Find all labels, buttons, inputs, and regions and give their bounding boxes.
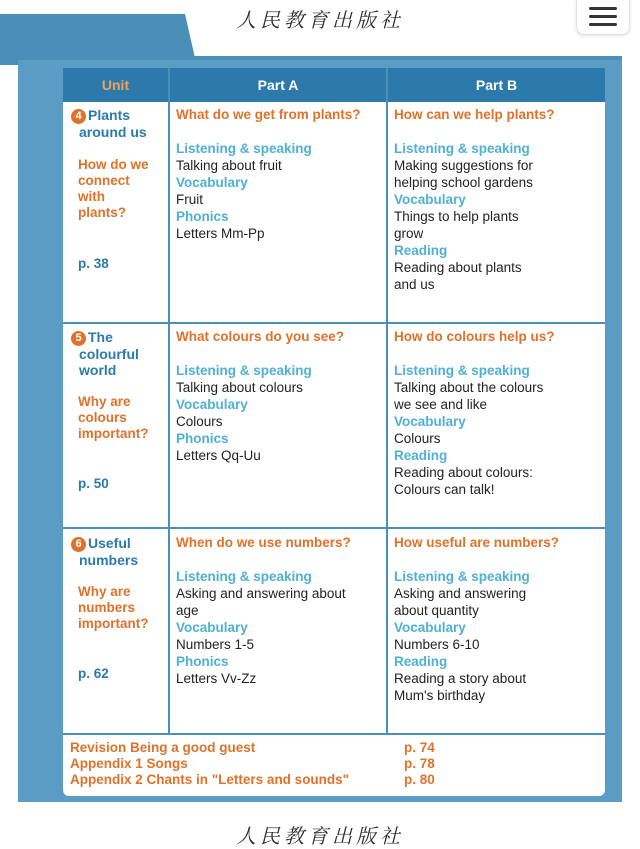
part-b-body bbox=[394, 568, 602, 704]
part-a-phonics-label: Phonics bbox=[176, 209, 229, 224]
part-b-reading-text: Colours can talk! bbox=[394, 482, 495, 497]
revision-label[interactable]: Revision Being a good guest bbox=[70, 740, 256, 755]
part-b-listening-text: about quantity bbox=[394, 603, 479, 618]
part-a-vocabulary-text: Fruit bbox=[176, 192, 203, 207]
appendix-1-page: p. 78 bbox=[404, 756, 435, 771]
part-b-vocabulary-text: Things to help plants bbox=[394, 209, 519, 224]
part-b-vocabulary-label: Vocabulary bbox=[394, 192, 466, 207]
grid-line bbox=[168, 68, 170, 733]
part-b-listening-text: Talking about the colours bbox=[394, 380, 544, 395]
appendix-1-label[interactable]: Appendix 1 Songs bbox=[70, 756, 188, 771]
hamburger-menu-icon-bar bbox=[589, 15, 617, 18]
header-part-b: Part B bbox=[388, 68, 605, 102]
part-b-listening-label: Listening & speaking bbox=[394, 569, 530, 584]
grid-line bbox=[63, 527, 605, 529]
unit-question-line: Why are bbox=[78, 394, 131, 409]
grid-line bbox=[63, 322, 605, 324]
unit-number-badge: 4 bbox=[71, 109, 86, 124]
part-a-listening-text: age bbox=[176, 603, 199, 618]
header-part-a: Part A bbox=[170, 68, 386, 102]
part-a-vocabulary-label: Vocabulary bbox=[176, 175, 248, 190]
unit-title bbox=[71, 107, 166, 140]
part-b-vocabulary-text: Colours bbox=[394, 431, 441, 446]
unit-question bbox=[71, 157, 166, 221]
unit-title-line: colourful bbox=[79, 346, 139, 362]
unit-title-line: world bbox=[79, 362, 117, 378]
part-b-reading-text: and us bbox=[394, 277, 435, 292]
part-b-listening-text: Asking and answering bbox=[394, 586, 527, 601]
unit-cell[interactable] bbox=[71, 107, 166, 221]
part-b-reading-label: Reading bbox=[394, 654, 448, 669]
part-a-listening-text: Talking about colours bbox=[176, 380, 303, 395]
header-stripe bbox=[0, 14, 195, 58]
part-a-cell bbox=[176, 328, 384, 464]
unit-question-line: colours bbox=[78, 410, 127, 425]
part-b-question[interactable]: How do colours help us? bbox=[394, 329, 555, 344]
part-a-vocabulary-label: Vocabulary bbox=[176, 620, 248, 635]
part-b-question[interactable]: How useful are numbers? bbox=[394, 535, 560, 550]
part-a-vocabulary-text: Colours bbox=[176, 414, 223, 429]
part-b-vocabulary-text: Numbers 6-10 bbox=[394, 637, 480, 652]
unit-question-line: numbers bbox=[78, 600, 136, 615]
part-a-phonics-text: Letters Mm-Pp bbox=[176, 226, 265, 241]
unit-title-line: Useful bbox=[88, 535, 131, 551]
publisher-logo-bottom: 人民教育出版社 bbox=[236, 824, 404, 848]
appendix-2-label[interactable]: Appendix 2 Chants in "Letters and sounds" bbox=[70, 772, 350, 787]
part-a-vocabulary-text: Numbers 1-5 bbox=[176, 637, 255, 652]
part-b-reading-label: Reading bbox=[394, 243, 448, 258]
part-a-listening-text: Talking about fruit bbox=[176, 158, 282, 173]
unit-page: p. 50 bbox=[78, 476, 109, 491]
hamburger-menu-icon-bar bbox=[589, 23, 617, 26]
unit-title-line: around us bbox=[79, 124, 147, 140]
part-b-cell bbox=[394, 328, 602, 498]
part-b-vocabulary-label: Vocabulary bbox=[394, 414, 466, 429]
part-a-question[interactable]: What do we get from plants? bbox=[176, 107, 361, 122]
unit-question-line: plants? bbox=[78, 205, 127, 220]
header-unit: Unit bbox=[63, 68, 168, 102]
publisher-logo: 人民教育出版社 bbox=[236, 8, 404, 32]
part-a-listening-label: Listening & speaking bbox=[176, 141, 312, 156]
appendix-2-page: p. 80 bbox=[404, 772, 435, 787]
part-a-phonics-label: Phonics bbox=[176, 654, 229, 669]
hamburger-menu-icon bbox=[589, 7, 617, 10]
part-a-body bbox=[176, 568, 384, 687]
part-a-question[interactable]: When do we use numbers? bbox=[176, 535, 351, 550]
part-a-body bbox=[176, 140, 384, 242]
part-b-vocabulary-text: grow bbox=[394, 226, 424, 241]
part-a-phonics-label: Phonics bbox=[176, 431, 229, 446]
part-a-listening-label: Listening & speaking bbox=[176, 363, 312, 378]
unit-page: p. 62 bbox=[78, 666, 109, 681]
part-b-vocabulary-label: Vocabulary bbox=[394, 620, 466, 635]
part-a-cell bbox=[176, 106, 384, 242]
part-b-listening-text: we see and like bbox=[394, 397, 488, 412]
part-b-listening-label: Listening & speaking bbox=[394, 363, 530, 378]
part-b-reading-text: Reading about colours: bbox=[394, 465, 533, 480]
part-a-cell bbox=[176, 534, 384, 687]
unit-title-line: numbers bbox=[79, 552, 139, 568]
unit-cell[interactable] bbox=[71, 329, 166, 442]
unit-number-badge: 5 bbox=[71, 331, 86, 346]
part-b-body bbox=[394, 140, 602, 293]
unit-question bbox=[71, 394, 166, 442]
unit-question-line: How do we bbox=[78, 157, 149, 172]
part-a-listening-label: Listening & speaking bbox=[176, 569, 312, 584]
grid-line bbox=[386, 68, 388, 733]
revision-page: p. 74 bbox=[404, 740, 435, 755]
unit-question-line: connect bbox=[78, 173, 130, 188]
unit-question-line: Why are bbox=[78, 584, 131, 599]
part-b-cell bbox=[394, 534, 602, 704]
unit-title-line: The bbox=[88, 329, 113, 345]
unit-question-line: with bbox=[78, 189, 105, 204]
part-b-listening-label: Listening & speaking bbox=[394, 141, 530, 156]
part-a-phonics-text: Letters Qq-Uu bbox=[176, 448, 261, 463]
part-b-reading-text: Reading about plants bbox=[394, 260, 522, 275]
unit-title-line: Plants bbox=[88, 107, 131, 123]
part-a-phonics-text: Letters Vv-Zz bbox=[176, 671, 257, 686]
part-b-reading-label: Reading bbox=[394, 448, 448, 463]
part-b-listening-text: helping school gardens bbox=[394, 175, 533, 190]
part-b-body bbox=[394, 362, 602, 498]
part-a-question[interactable]: What colours do you see? bbox=[176, 329, 345, 344]
part-b-question[interactable]: How can we help plants? bbox=[394, 107, 555, 122]
unit-question bbox=[71, 584, 166, 632]
unit-page: p. 38 bbox=[78, 256, 109, 271]
unit-number-badge: 6 bbox=[71, 537, 86, 552]
part-b-reading-text: Mum's birthday bbox=[394, 688, 486, 703]
part-b-reading-text: Reading a story about bbox=[394, 671, 527, 686]
grid-line bbox=[63, 733, 605, 735]
unit-cell[interactable] bbox=[71, 535, 166, 632]
unit-title bbox=[71, 329, 166, 378]
unit-title bbox=[71, 535, 166, 568]
unit-question-line: important? bbox=[78, 426, 149, 441]
part-a-body bbox=[176, 362, 384, 464]
part-b-cell bbox=[394, 106, 602, 293]
part-a-listening-text: Asking and answering about bbox=[176, 586, 346, 601]
unit-question-line: important? bbox=[78, 616, 149, 631]
menu-button[interactable] bbox=[576, 0, 630, 35]
part-b-listening-text: Making suggestions for bbox=[394, 158, 533, 173]
part-a-vocabulary-label: Vocabulary bbox=[176, 397, 248, 412]
